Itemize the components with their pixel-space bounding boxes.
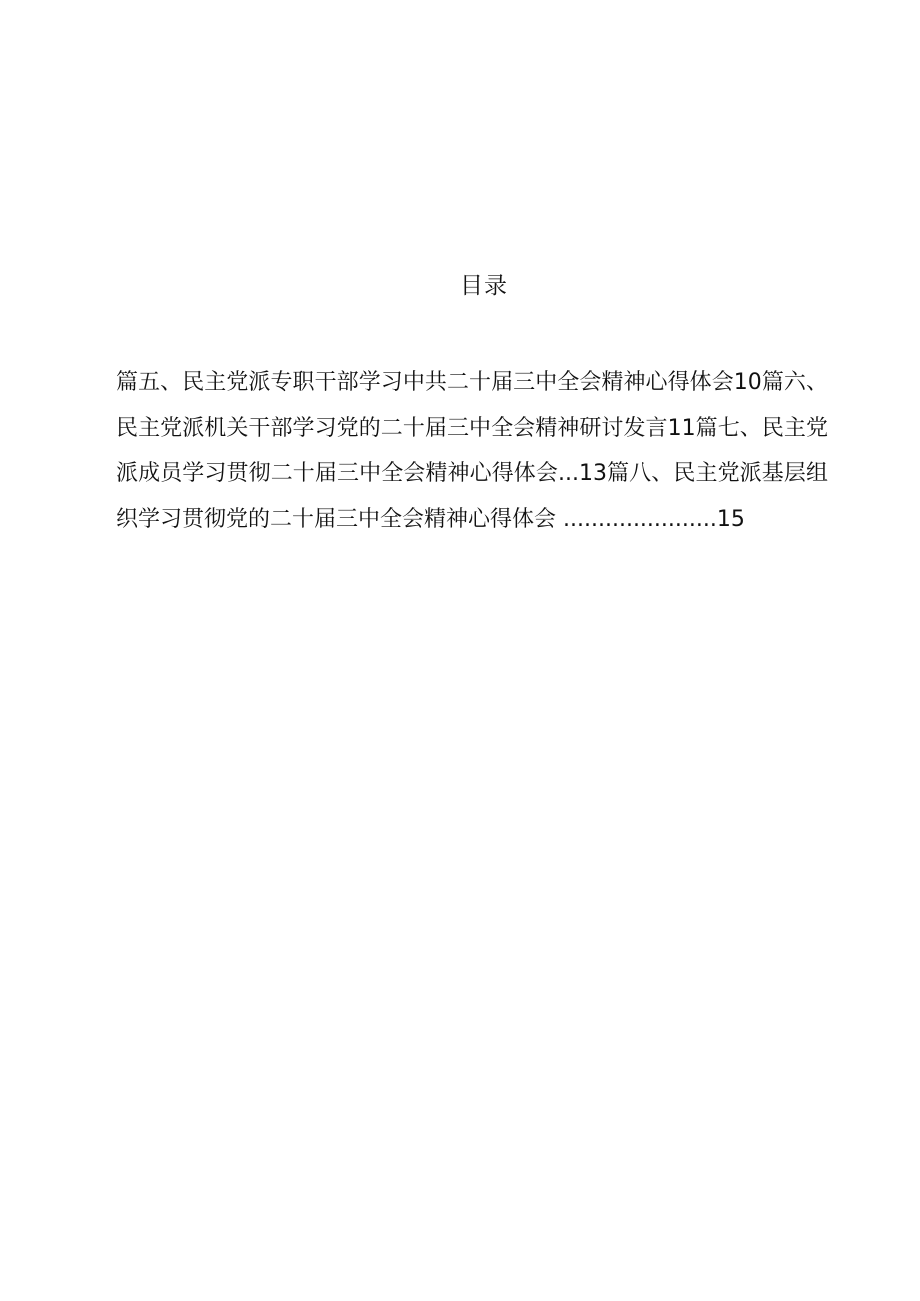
toc-entry-leader: ...................... — [556, 506, 717, 532]
toc-title: 目录 — [460, 273, 508, 299]
toc-entry-label: 篇五、民主党派专职干部学习中共二十届三中全会精神心得体会 — [116, 370, 734, 395]
toc-entry-page: 15 — [716, 506, 745, 532]
toc-entry-leader: ... — [558, 461, 579, 486]
toc-entry-page: 10 — [733, 370, 762, 395]
toc-entry-page: 13 — [578, 461, 607, 486]
toc-entry-page: 11 — [667, 415, 696, 441]
toc-entry[interactable] — [116, 370, 762, 395]
toc-entry-label: 篇六、民主党派机关干部学习党的二十届三中全会精神研讨发言 — [116, 370, 828, 441]
toc-list — [116, 360, 828, 542]
toc-entry-label: 篇八、民主党派基层组织学习贯彻党的二十届三中全会精神心得体会 — [116, 461, 828, 532]
toc-entry-label: 篇七、民主党派成员学习贯彻二十届三中全会精神心得体会 — [116, 415, 828, 486]
